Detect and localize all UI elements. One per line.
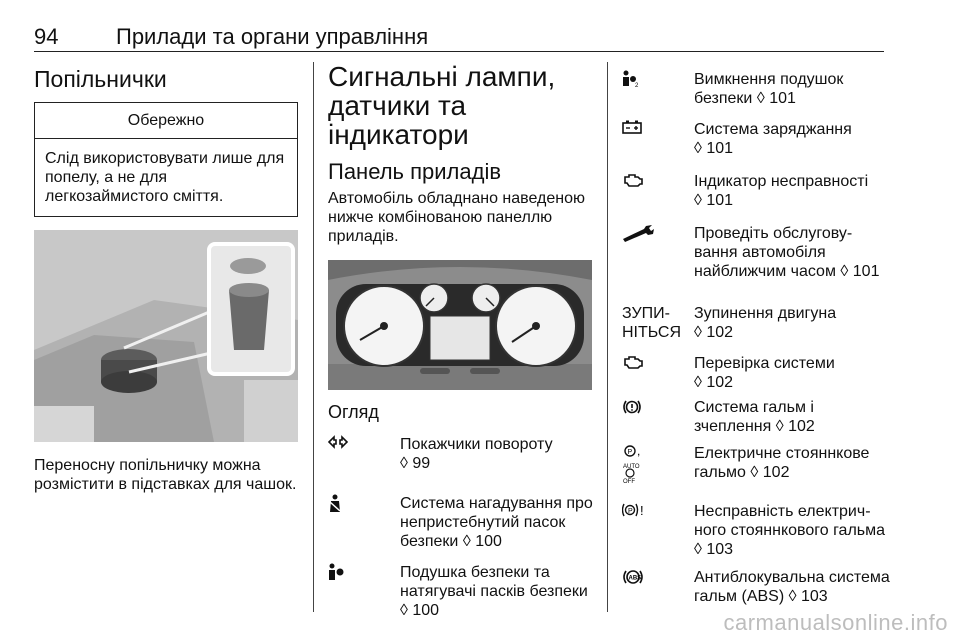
- indicator-text: Система заряджання: [694, 121, 852, 138]
- chapter-title: Прилади та органи управління: [116, 24, 429, 49]
- column-divider: [313, 62, 314, 612]
- svg-text:P: P: [627, 449, 633, 456]
- indicator-text: Зупинення двигуна: [694, 305, 837, 322]
- page-ref: 102: [788, 418, 815, 435]
- list-item: [622, 354, 890, 398]
- wrench-icon: [622, 224, 694, 242]
- page-ref: 103: [800, 588, 828, 605]
- subsection-heading: Панель приладів: [328, 159, 502, 184]
- indicators-column: [622, 62, 890, 634]
- indicator-text: Проведіть обслугову-вання автомобіля найближчим часом: [694, 225, 853, 280]
- battery-icon: [622, 120, 694, 134]
- warning-title: Обережно: [35, 103, 297, 139]
- page-ref-arrow-icon: ◊: [750, 464, 763, 481]
- page-ref-arrow-icon: ◊: [694, 374, 707, 391]
- indicator-text: Система нагадування про непристебнутий пасок безпеки: [400, 495, 593, 550]
- svg-text:!: !: [640, 503, 644, 518]
- ashtray-column: [34, 62, 298, 494]
- page-ref: 101: [706, 192, 734, 209]
- page-ref-arrow-icon: ◊: [775, 418, 789, 435]
- list-item: [622, 444, 890, 502]
- list-item: [622, 304, 890, 354]
- list-item: [622, 502, 890, 568]
- page-ref-arrow-icon: ◊: [694, 541, 707, 558]
- page-ref-arrow-icon: ◊: [462, 533, 476, 550]
- brake-system-icon: [622, 398, 694, 416]
- watermark: carmanualsonline.info: [723, 610, 948, 635]
- intro-text: Автомобіль обладнано наведеною нижче комбінованою панеллю приладів.: [328, 190, 585, 245]
- indicator-text: Покажчики повороту: [400, 436, 553, 453]
- indicators-intro-column: [328, 62, 598, 623]
- ashtray-photo: [34, 230, 298, 442]
- page-ref: 99: [412, 455, 431, 472]
- page-ref: 100: [475, 533, 502, 550]
- page-ref-arrow-icon: ◊: [400, 455, 413, 472]
- svg-text:ABS: ABS: [628, 575, 642, 582]
- page-header: [34, 18, 884, 52]
- indicator-text: Система гальм і зчеплення: [694, 399, 814, 435]
- svg-text:OFF: OFF: [623, 479, 635, 484]
- indicator-list: [328, 435, 598, 623]
- page-ref: 101: [769, 90, 796, 107]
- indicator-text: Перевірка системи: [694, 355, 835, 372]
- list-item: [622, 172, 890, 224]
- abs-icon: [622, 568, 694, 586]
- list-item: [622, 70, 890, 120]
- list-item: [328, 435, 598, 494]
- page-ref: 101: [852, 263, 880, 280]
- page-ref: 102: [706, 324, 734, 341]
- page-ref: 103: [706, 541, 734, 558]
- ashtray-heading: Попільнички: [34, 66, 167, 92]
- airbag-off-icon: [622, 70, 694, 88]
- list-item: [328, 494, 598, 563]
- page-ref: 100: [412, 602, 440, 619]
- parking-brake-icon: [622, 444, 694, 484]
- page-ref-arrow-icon: ◊: [788, 588, 801, 605]
- page-ref: 102: [762, 464, 790, 481]
- ashtray-caption: Переносну попільничку можна розмістити в підставках для чашок.: [34, 457, 297, 493]
- indicator-text: Антиблокувальна система гальм (ABS): [694, 569, 890, 605]
- turn-signal-icon: [328, 435, 400, 449]
- indicator-text: Індикатор несправності: [694, 173, 869, 190]
- section-heading: Сигнальні лампи, датчики та індикатори: [328, 61, 556, 150]
- page-ref-arrow-icon: ◊: [694, 192, 707, 209]
- column-divider: [607, 62, 608, 612]
- page-ref-arrow-icon: ◊: [840, 263, 853, 280]
- engine-malfunction-icon: [622, 172, 694, 188]
- list-item: [328, 563, 598, 623]
- indicator-text: Електричне стояннкове гальмо: [694, 445, 870, 481]
- page-ref-arrow-icon: ◊: [694, 140, 707, 157]
- svg-text:2: 2: [635, 83, 639, 88]
- page-ref-arrow-icon: ◊: [756, 90, 770, 107]
- warning-text: Слід використовувати лише для попелу, а не для легкозаймистого сміття.: [45, 150, 285, 205]
- parking-brake-fault-icon: [622, 502, 694, 518]
- page-ref: 102: [706, 374, 734, 391]
- list-item: [622, 224, 890, 304]
- airbag-icon: [328, 563, 400, 581]
- page-ref-arrow-icon: ◊: [400, 602, 413, 619]
- list-item: [622, 120, 890, 172]
- svg-text:AUTO: AUTO: [623, 464, 640, 470]
- stop-label: ЗУПИ-НІТЬСЯ: [622, 305, 682, 341]
- indicator-text: Вимкнення подушок безпеки: [694, 71, 844, 107]
- list-item: [622, 398, 890, 444]
- warning-box: [34, 102, 298, 217]
- svg-text:,: ,: [637, 444, 641, 458]
- seatbelt-reminder-icon: [328, 494, 400, 514]
- page-ref: 101: [706, 140, 734, 157]
- indicator-text: Несправність електрич-ного стояннкового гальма: [694, 503, 886, 539]
- page-ref-arrow-icon: ◊: [694, 324, 707, 341]
- page-number: 94: [34, 24, 59, 49]
- instrument-cluster-image: [328, 260, 592, 390]
- engine-check-icon: [622, 354, 694, 370]
- indicator-text: Подушка безпеки та натягувачі пасків безпеки: [400, 564, 588, 600]
- overview-heading: Огляд: [328, 402, 379, 422]
- svg-text:P: P: [628, 508, 633, 515]
